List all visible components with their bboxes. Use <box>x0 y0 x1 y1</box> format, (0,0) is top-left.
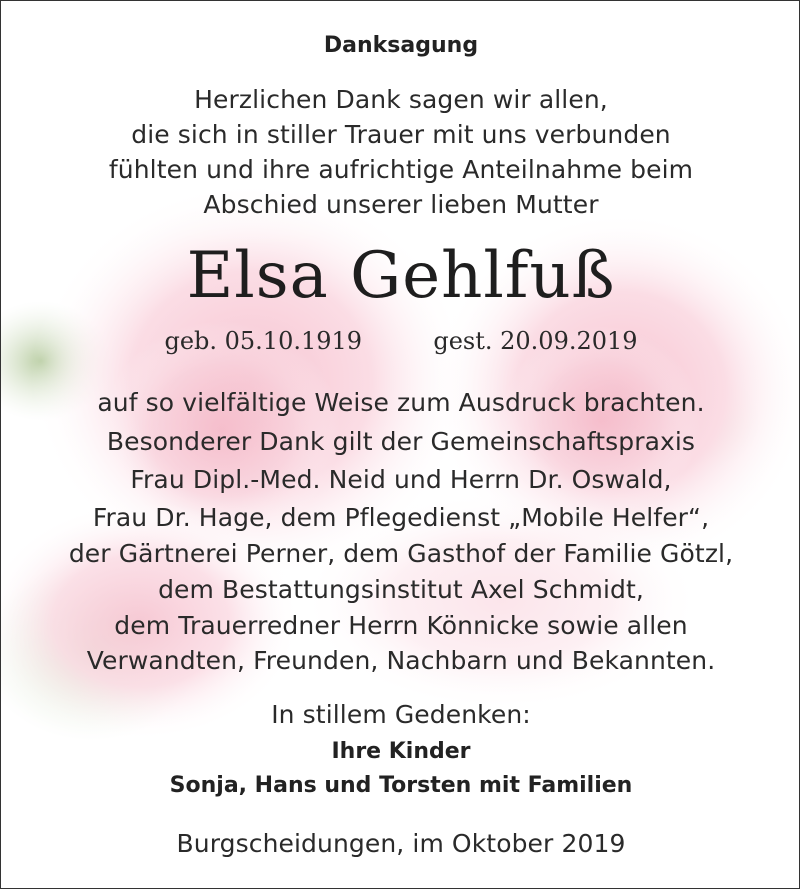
signatories-names: Sonja, Hans und Torsten mit Familien <box>169 773 633 798</box>
signatories-children: Ihre Kinder <box>331 739 471 764</box>
thanks-line: Verwandten, Freunden, Nachbarn und Bekannten. <box>86 646 716 675</box>
thanks-line: der Gärtnerei Perner, dem Gasthof der Familie Götzl, <box>68 539 734 568</box>
intro-line: Herzlichen Dank sagen wir allen, <box>194 85 608 114</box>
thanks-line: Besonderer Dank gilt der Gemeinschaftspraxis <box>106 427 696 456</box>
place-and-date: Burgscheidungen, im Oktober 2019 <box>176 829 626 858</box>
life-dates <box>1 327 800 355</box>
thanks-line: dem Bestattungsinstitut Axel Schmidt, <box>158 575 644 604</box>
deceased-name: Elsa Gehlfuß <box>186 239 616 313</box>
thanks-line: auf so vielfältige Weise zum Ausdruck brachten. <box>97 388 705 417</box>
intro-line: Abschied unserer lieben Mutter <box>203 190 599 219</box>
death-date: gest. 20.09.2019 <box>433 327 638 355</box>
intro-line: die sich in stiller Trauer mit uns verbunden <box>131 120 671 149</box>
intro-line: fühlten und ihre aufrichtige Anteilnahme beim <box>108 155 694 184</box>
remembrance-line: In stillem Gedenken: <box>271 700 531 729</box>
birth-date: geb. 05.10.1919 <box>164 327 363 355</box>
thanks-line: dem Trauerredner Herrn Könnicke sowie allen <box>114 611 688 640</box>
heading: Danksagung <box>323 33 479 58</box>
thanks-line: Frau Dipl.-Med. Neid und Herrn Dr. Oswald, <box>130 465 672 494</box>
thanks-line: Frau Dr. Hage, dem Pflegedienst „Mobile Helfer“, <box>92 503 710 532</box>
